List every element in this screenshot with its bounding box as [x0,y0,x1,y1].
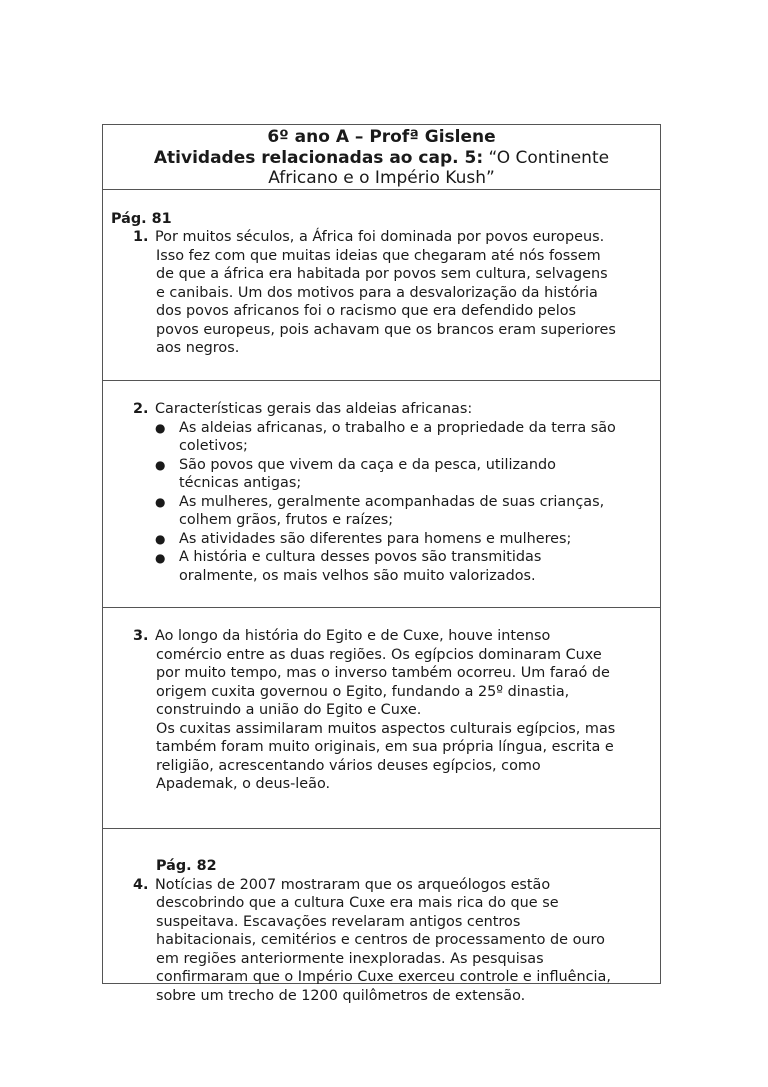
page-label-81: Pág. 81 [111,211,172,227]
item-number-4: 4. [133,876,149,893]
s2-bullet-line: técnicas antigas; [179,475,302,491]
s2-bullet-line: As atividades são diferentes para homens e mulheres; [179,530,572,547]
s2-bullet-line: oralmente, os mais velhos são muito valorizados. [179,567,536,584]
section-1 [103,190,660,381]
s4-line: suspeitava. Escavações revelaram antigos centros [156,913,521,930]
activity-title [103,148,660,168]
s2-bullet-line: As aldeias africanas, o trabalho e a propriedade da terra são [179,419,616,436]
s3-line: origem cuxita governou o Egito, fundando a 25º dinastia, [156,683,570,700]
s3-line: Ao longo da história do Egito e de Cuxe, houve intenso [155,628,551,644]
item-number-3: 3. [133,628,149,644]
bullet-icon: ● [155,458,166,472]
title-cell [103,125,660,190]
activity-table [102,124,661,1004]
s2-bullet-line: As mulheres, geralmente acompanhadas de suas crianças, [179,493,605,510]
s3-line: Apademak, o deus-leão. [156,776,331,792]
s1-line: povos europeus, pois achavam que os brancos eram superiores [156,321,616,338]
s2-bullet-line: colhem grãos, frutos e raízes; [179,512,394,528]
bullet-icon: ● [155,550,166,565]
s2-bullet-line: São povos que vivem da caça e da pesca, utilizando [179,456,556,473]
s1-line: dos povos africanos foi o racismo que era defendido pelos [156,303,577,319]
bullet-icon: ● [155,532,166,546]
s3-line: também foram muito originais, em sua própria língua, escrita e [156,739,614,755]
activity-title-rest: “O Continente [483,148,610,168]
section-2 [103,381,660,608]
activity-title-bold: Atividades relacionadas ao cap. 5: [153,148,484,168]
s4-line: sobre um trecho de 1200 quilômetros de extensão. [156,987,526,1004]
s3-line: religião, acrescentando vários deuses egípcios, como [156,757,541,774]
s4-line: descobrindo que a cultura Cuxe era mais rica do que se [156,895,559,911]
s1-line: de que a áfrica era habitada por povos sem cultura, selvagens [156,266,608,282]
s1-line: e canibais. Um dos motivos para a desvalorização da história [156,284,598,301]
page-label-82: Pág. 82 [156,858,217,874]
bullet-icon: ● [155,495,166,509]
item-number-2: 2. [133,401,149,417]
s2-bullet-line: A história e cultura desses povos são transmitidas [179,549,542,565]
s4-line: habitacionais, cemitérios e centros de processamento de ouro [156,932,605,948]
s3-line: comércio entre as duas regiões. Os egípcios dominaram Cuxe [156,646,602,663]
s1-line: Por muitos séculos, a África foi dominada por povos europeus. [155,229,605,245]
s3-line: construindo a união do Egito e Cuxe. [156,702,422,718]
s3-line: por muito tempo, mas o inverso também ocorreu. Um faraó de [156,665,610,681]
section-4 [103,829,660,1004]
s1-line: Isso fez com que muitas ideias que chegaram até nós fossem [156,247,601,264]
s4-line: em regiões anteriormente inexploradas. As pesquisas [156,950,544,967]
section-3 [103,608,660,829]
s2-bullet-line: coletivos; [179,438,248,454]
bullet-icon: ● [155,421,166,435]
s1-line: aos negros. [156,340,240,356]
s2-intro: Características gerais das aldeias africanas: [155,401,473,417]
s4-line: confirmaram que o Império Cuxe exerceu controle e influência, [156,969,611,985]
class-teacher-title: 6º ano A – Profª Gislene [267,127,496,147]
s3-line: Os cuxitas assimilaram muitos aspectos culturais egípcios, mas [156,720,616,737]
s4-line: Notícias de 2007 mostraram que os arqueólogos estão [155,876,551,893]
item-number-1: 1. [133,229,149,245]
activity-title-cont: Africano e o Império Kush” [268,168,495,188]
